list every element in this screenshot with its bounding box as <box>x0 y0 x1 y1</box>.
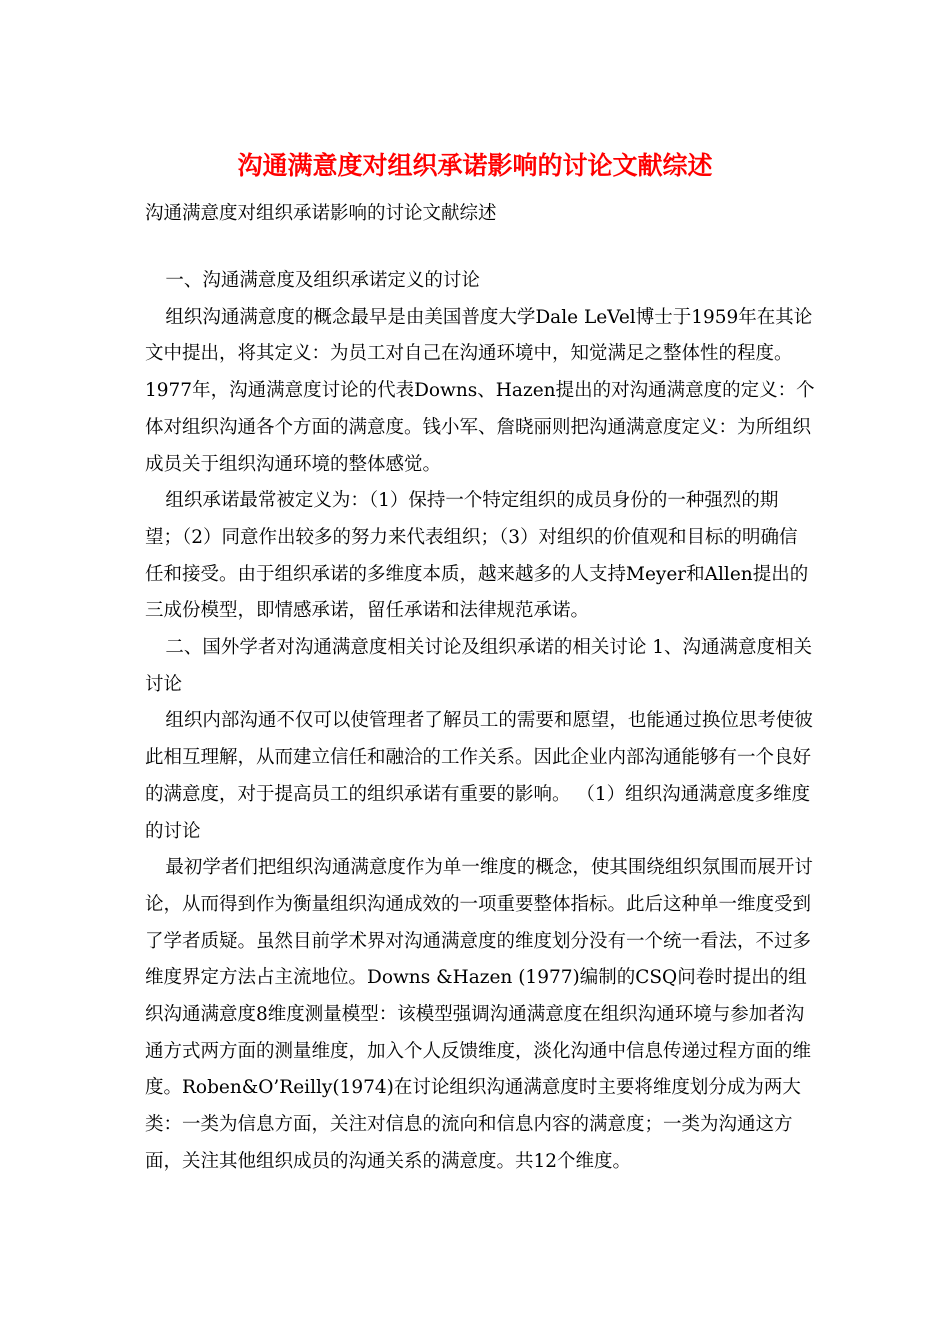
paragraph-internal-communication: 组织内部沟通不仅可以使管理者了解员工的需要和愿望，也能通过换位思考使彼此相互理解，从而建立信任和融洽的工作关系。因此企业内部沟通能够有一个良好的满意度，对于提高员工的组织承诺有重要的影响。 （1）组织沟通满意度多维度的讨论 <box>145 710 813 842</box>
document-subtitle: 沟通满意度对组织承诺影响的讨论文献综述 <box>145 203 497 224</box>
section-heading-2: 二、国外学者对沟通满意度相关讨论及组织承诺的相关讨论 1、沟通满意度相关讨论 <box>145 637 812 695</box>
paragraph-multidimension: 最初学者们把组织沟通满意度作为单一维度的概念，使其围绕组织氛围而展开讨论，从而得到作为衡量组织沟通成效的一项重要整体指标。此后这种单一维度受到了学者质疑。虽然目前学术界对沟通满意度的维度划分没有一个统一看法，不过多维度界定方法占主流地位。Downs &Hazen (1977)编制的CSQ问卷时提出的组织沟通满意度8维度测量模型：该模型强调沟通满意度在组织沟通环境与参加者沟通方式两方面的测量维度，加入个人反馈维度，淡化沟通中信息传递过程方面的维度。Roben&O’Reilly(1974)在讨论组织沟通满意度时主要将维度划分成为两大类：一类为信息方面，关注对信息的流向和信息内容的满意度；一类为沟通这方面，关注其他组织成员的沟通关系的满意度。共12个维度。 <box>145 857 813 1172</box>
paragraph-definition-satisfaction: 组织沟通满意度的概念最早是由美国普度大学Dale LeVel博士于1959年在其论文中提出，将其定义：为员工对自己在沟通环境中，知觉满足之整体性的程度。1977年，沟通满意度讨论的代表Downs、Hazen提出的对沟通满意度的定义：个体对组织沟通各个方面的满意度。钱小军、詹晓丽则把沟通满意度定义：为所组织成员关于组织沟通环境的整体感觉。 <box>145 306 815 475</box>
document-title: 沟通满意度对组织承诺影响的讨论文献综述 <box>237 151 713 180</box>
document-body <box>145 263 815 1181</box>
section-heading-1: 一、沟通满意度及组织承诺定义的讨论 <box>165 270 480 291</box>
paragraph-definition-commitment: 组织承诺最常被定义为：（1）保持一个特定组织的成员身份的一种强烈的期望；（2）同意作出较多的努力来代表组织；（3）对组织的价值观和目标的明确信任和接受。由于组织承诺的多维度本质，越来越多的人支持Meyer和Allen提出的三成份模型，即情感承诺，留任承诺和法律规范承诺。 <box>145 490 809 622</box>
